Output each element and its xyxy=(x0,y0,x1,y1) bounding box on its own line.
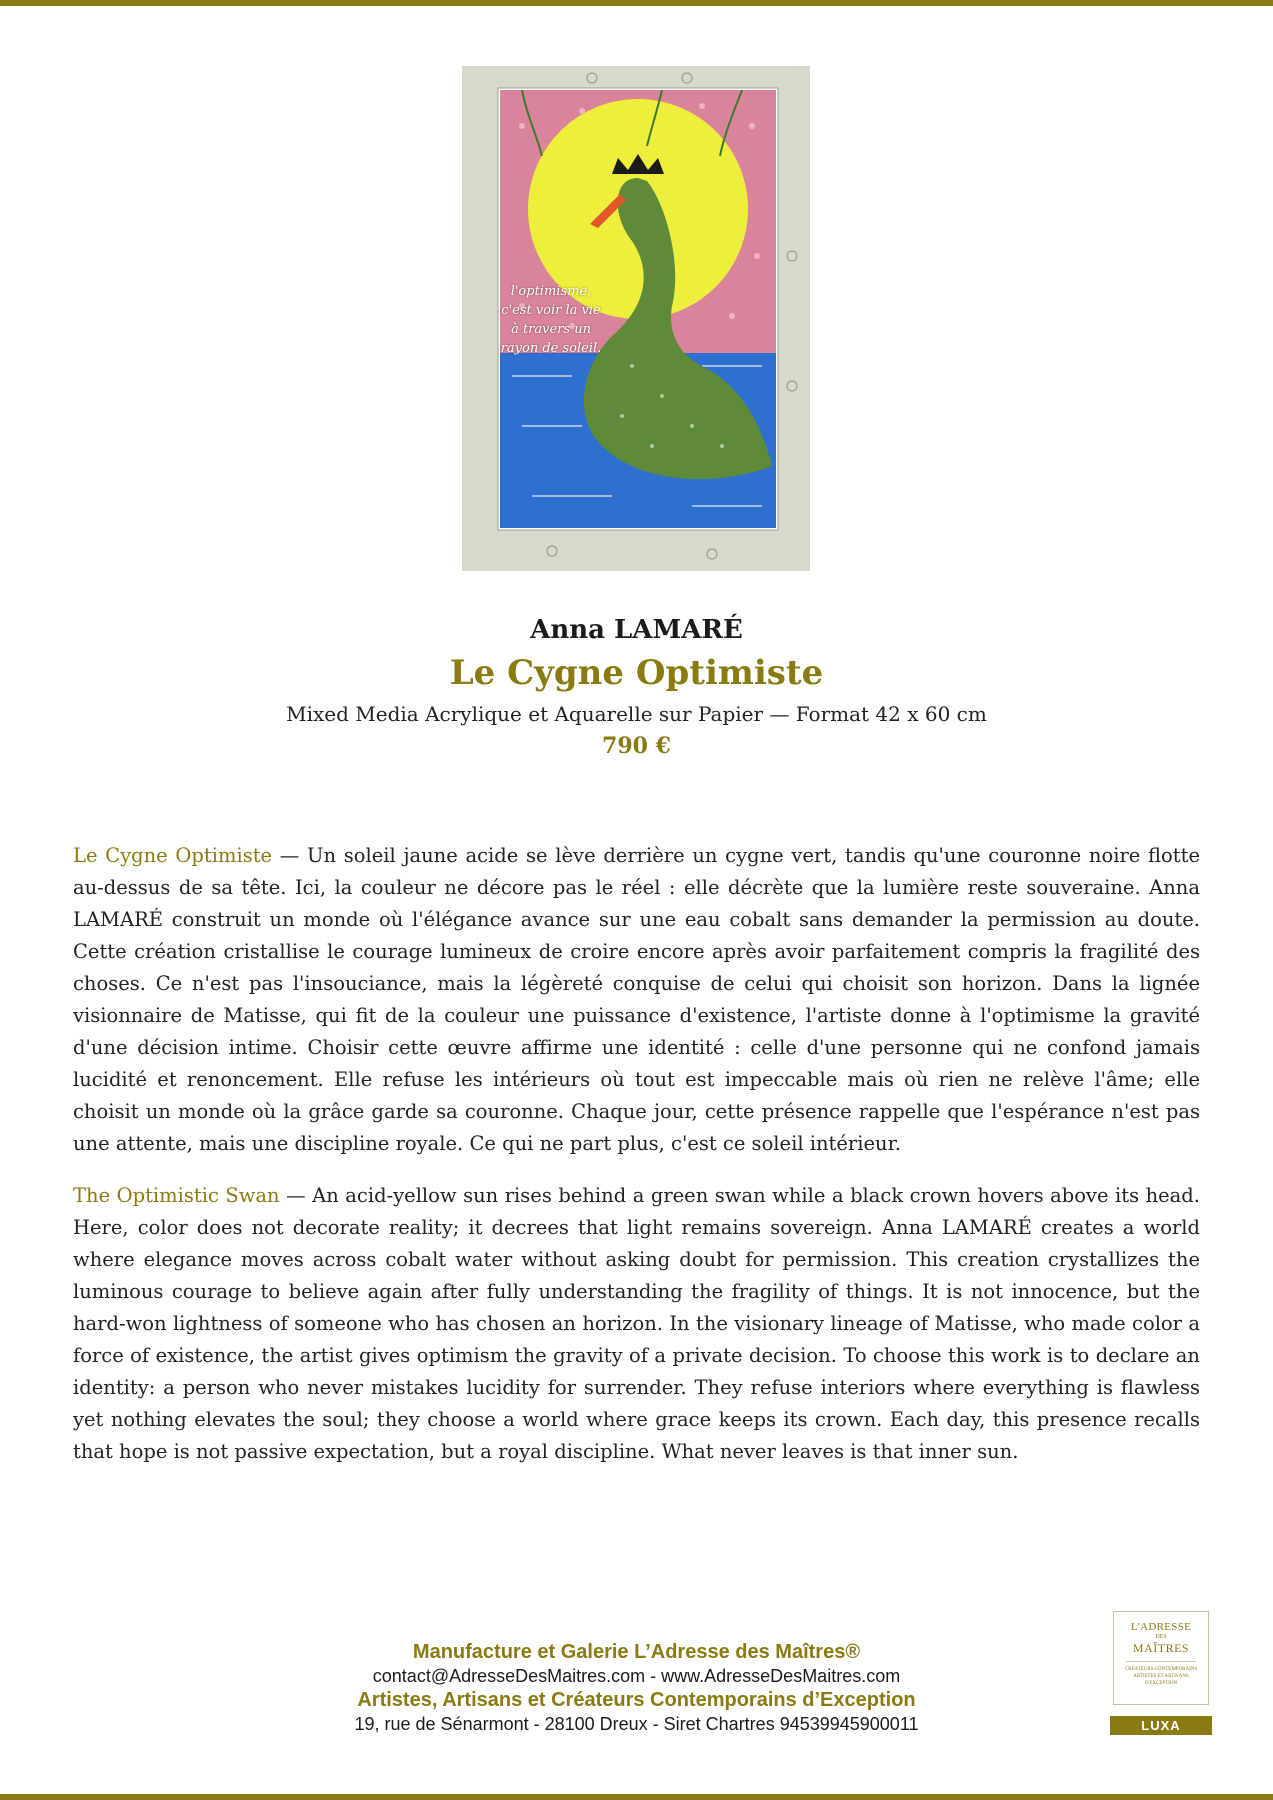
artwork-medium: Mixed Media Acrylique et Aquarelle sur Papier — Format 42 x 60 cm xyxy=(286,702,987,726)
bottom-border xyxy=(0,1794,1273,1800)
logo-line: MAÎTRES xyxy=(1132,1641,1190,1655)
description-english xyxy=(73,1180,1200,1468)
footer-contact: contact@AdresseDesMaitres.com - www.AdresseDesMaitres.com xyxy=(372,1666,901,1686)
logo-line: DES xyxy=(1155,1634,1167,1640)
logo-line: L'ADRESSE xyxy=(1130,1621,1192,1633)
footer xyxy=(0,1640,1273,1736)
logo-divider xyxy=(1126,1661,1196,1662)
luxa-badge: LUXA xyxy=(1110,1716,1212,1735)
gallery-logo xyxy=(1113,1611,1209,1705)
artwork-header xyxy=(0,610,1273,762)
description-english-lead: The Optimistic Swan xyxy=(73,1184,280,1207)
artwork-price: 790 € xyxy=(602,733,671,759)
quote-line: l'optimisme, xyxy=(510,284,592,299)
quote-line: à travers un xyxy=(511,322,591,337)
footer-gallery-name: Manufacture et Galerie L’Adresse des Maîtres® xyxy=(412,1641,861,1663)
artwork-title: Le Cygne Optimiste xyxy=(449,653,824,693)
quote-line: rayon de soleil. xyxy=(500,341,602,356)
artist-name: Anna LAMARÉ xyxy=(530,615,743,645)
logo-tagline: CRÉATEURS CONTEMPORAINS ARTISTES ET ARTISANS D'EXCEPTION xyxy=(1124,1667,1198,1686)
artwork-image xyxy=(462,66,810,571)
description-french-lead: Le Cygne Optimiste xyxy=(73,844,273,867)
description-french xyxy=(73,840,1200,1160)
footer-address: 19, rue de Sénarmont - 28100 Dreux - Siret Chartres 94539945900011 xyxy=(354,1714,919,1734)
top-border xyxy=(0,0,1273,6)
artwork-quote xyxy=(500,282,602,358)
footer-tagline: Artistes, Artisans et Créateurs Contemporains d’Exception xyxy=(357,1689,916,1711)
quote-line: c'est voir la vie xyxy=(501,303,601,318)
description-french-text: — Un soleil jaune acide se lève derrière un cygne vert, tandis qu'une couronne noire flotte au-dessus de sa tête. Ici, la couleur ne décore pas le réel : elle décrète que la lumière reste souveraine. Anna LAMARÉ construit un monde où l'élégance avance sur une eau cobalt sans demander la permission au doute. Cette création cristallise le courage lumineux de croire encore après avoir parfaitement compris la fragilité des choses. Ce n'est pas l'insouciance, mais la légèreté conquise de celui qui choisit son horizon. Dans la lignée visionnaire de Matisse, qui fit de la couleur une puissance d'existence, l'artiste donne à l'optimisme la gravité d'une décision intime. Choisir cette œuvre affirme une identité : celle d'une personne qui ne confond jamais lucidité et renoncement. Elle refuse les intérieurs où tout est impeccable mais où rien ne relève l'âme; elle choisit un monde où la grâce garde sa couronne. Chaque jour, cette présence rappelle que l'espérance n'est pas une attente, mais une discipline royale. Ce qui ne part plus, c'est ce soleil intérieur. xyxy=(73,844,1200,1155)
description-english-text: — An acid-yellow sun rises behind a green swan while a black crown hovers above its head. Here, color does not decorate reality; it decrees that light remains sovereign. Anna LAMARÉ creates a world where elegance moves across cobalt water without asking doubt for permission. This creation crystallizes the luminous courage to believe again after fully understanding the fragility of things. It is not innocence, but the hard-won lightness of someone who has chosen an horizon. In the visionary lineage of Matisse, who made color a force of existence, the artist gives optimism the gravity of a private decision. To choose this work is to declare an identity: a person who never mistakes lucidity for surrender. They refuse interiors where everything is flawless yet nothing elevates the soul; they choose a world where grace keeps its crown. Each day, this presence recalls that hope is not passive expectation, but a royal discipline. What never leaves is that inner sun. xyxy=(73,1184,1200,1463)
artwork-description xyxy=(73,840,1200,1488)
